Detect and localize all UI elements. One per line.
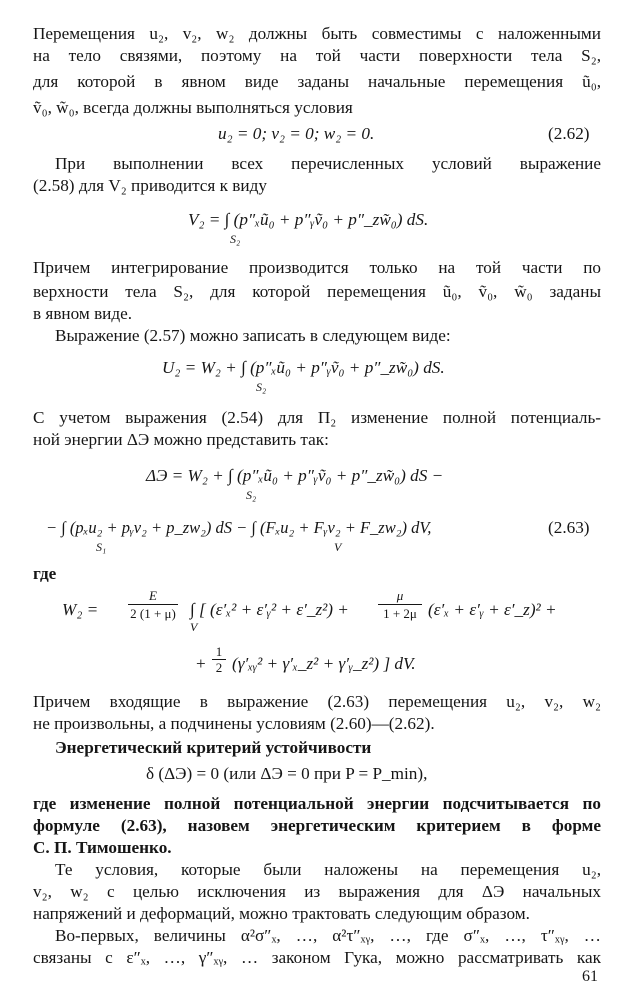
fraction-denominator: 1 + 2μ bbox=[383, 606, 417, 621]
text-line: верхности тела S₂, для которой перемещения ũ₀, ṽ₀, w̃₀ заданы bbox=[33, 282, 601, 301]
equation: + bbox=[196, 654, 206, 673]
text-line: Перемещения u₂, v₂, w₂ должны быть совместимы с наложенными bbox=[33, 24, 601, 43]
equation-number: (2.63) bbox=[548, 518, 590, 537]
integral-subscript: V bbox=[190, 620, 198, 634]
fraction-numerator: 1 bbox=[212, 644, 226, 660]
page-number: 61 bbox=[582, 968, 598, 985]
text-line: напряжений и деформаций, можно трактовать следующим образом. bbox=[33, 904, 530, 923]
equation: U₂ = W₂ + ∫ (p″ₓũ₀ + p″ᵧṽ₀ + p″_zw̃₀) dS. bbox=[162, 358, 445, 377]
text-line: Причем интегрирование производится только на той части по bbox=[33, 258, 601, 277]
equation-number: (2.62) bbox=[548, 124, 590, 143]
text-line: Те условия, которые были наложены на перемещения u₂, bbox=[55, 860, 601, 879]
equation: δ (ΔЭ) = 0 (или ΔЭ = 0 при P = P_min), bbox=[146, 764, 428, 783]
integral-subscript: S₂ bbox=[230, 232, 241, 246]
equation: − ∫ (pₓu₂ + pᵧv₂ + p_zw₂) dS − ∫ (Fₓu₂ + Fᵧv₂ + F_zw₂) dV, bbox=[46, 518, 432, 537]
text-line: Во-первых, величины α²σ″ₓ, …, α²τ″ₓᵧ, …, где σ″ₓ, …, τ″ₓᵧ, … bbox=[55, 926, 601, 945]
text-line: где bbox=[33, 564, 57, 583]
text-line: на тело связями, поэтому на той части поверхности тела S₂, bbox=[33, 46, 601, 65]
equation: W₂ = bbox=[62, 600, 99, 619]
integral-subscript: S₂ bbox=[256, 380, 267, 394]
text-line: Выражение (2.57) можно записать в следующем виде: bbox=[55, 326, 451, 345]
integral-subscript: S₂ bbox=[246, 488, 257, 502]
text-line: формуле (2.63), назовем энергетическим критерием в форме bbox=[33, 816, 601, 835]
text-line: (2.58) для V₂ приводится к виду bbox=[33, 176, 267, 195]
integral-subscript: V bbox=[334, 540, 342, 554]
text-line: ṽ₀, w̃₀, всегда должны выполняться условия bbox=[33, 98, 353, 117]
equation: (γ′ₓᵧ² + γ′ₓ_z² + γ′ᵧ_z²) ] dV. bbox=[232, 654, 416, 673]
text-line: ной энергии ΔЭ можно представить так: bbox=[33, 430, 329, 449]
text-line: не произвольны, а подчинены условиям (2.60)—(2.62). bbox=[33, 714, 435, 733]
text-line: связаны с ε″ₓ, …, γ″ₓᵧ, … законом Гука, можно рассматривать как bbox=[33, 948, 601, 967]
equation: ΔЭ = W₂ + ∫ (p″ₓũ₀ + p″ᵧṽ₀ + p″_zw̃₀) dS − bbox=[146, 466, 444, 485]
fraction-numerator: μ bbox=[378, 588, 422, 605]
fraction-denominator: 2 (1 + μ) bbox=[130, 606, 176, 621]
text-line: v₂, w₂ с целью исключения из выражения для ΔЭ начальных bbox=[33, 882, 601, 901]
section-heading: Энергетический критерий устойчивости bbox=[55, 738, 372, 757]
text-line: С. П. Тимошенко. bbox=[33, 838, 172, 857]
equation: (ε′ₓ + ε′ᵧ + ε′_z)² + bbox=[428, 600, 557, 619]
equation: u₂ = 0; v₂ = 0; w₂ = 0. bbox=[218, 124, 375, 143]
text-line: для которой в явном виде заданы начальные перемещения ũ₀, bbox=[33, 72, 601, 91]
integral-subscript: S₁ bbox=[96, 540, 107, 554]
text-line: При выполнении всех перечисленных условий выражение bbox=[55, 154, 601, 173]
text-line: Причем входящие в выражение (2.63) перемещения u₂, v₂, w₂ bbox=[33, 692, 601, 711]
equation: ∫ [ (ε′ₓ² + ε′ᵧ² + ε′_z²) + bbox=[190, 600, 349, 619]
equation: V₂ = ∫ (p″ₓũ₀ + p″ᵧṽ₀ + p″_zw̃₀) dS. bbox=[188, 210, 429, 229]
fraction-numerator: E bbox=[128, 588, 178, 605]
fraction-denominator: 2 bbox=[215, 660, 223, 675]
text-line: в явном виде. bbox=[33, 304, 133, 323]
text-line: С учетом выражения (2.54) для Π₂ изменение полной потенциаль- bbox=[33, 408, 601, 427]
text-line: где изменение полной потенциальной энергии подсчитывается по bbox=[33, 794, 601, 813]
